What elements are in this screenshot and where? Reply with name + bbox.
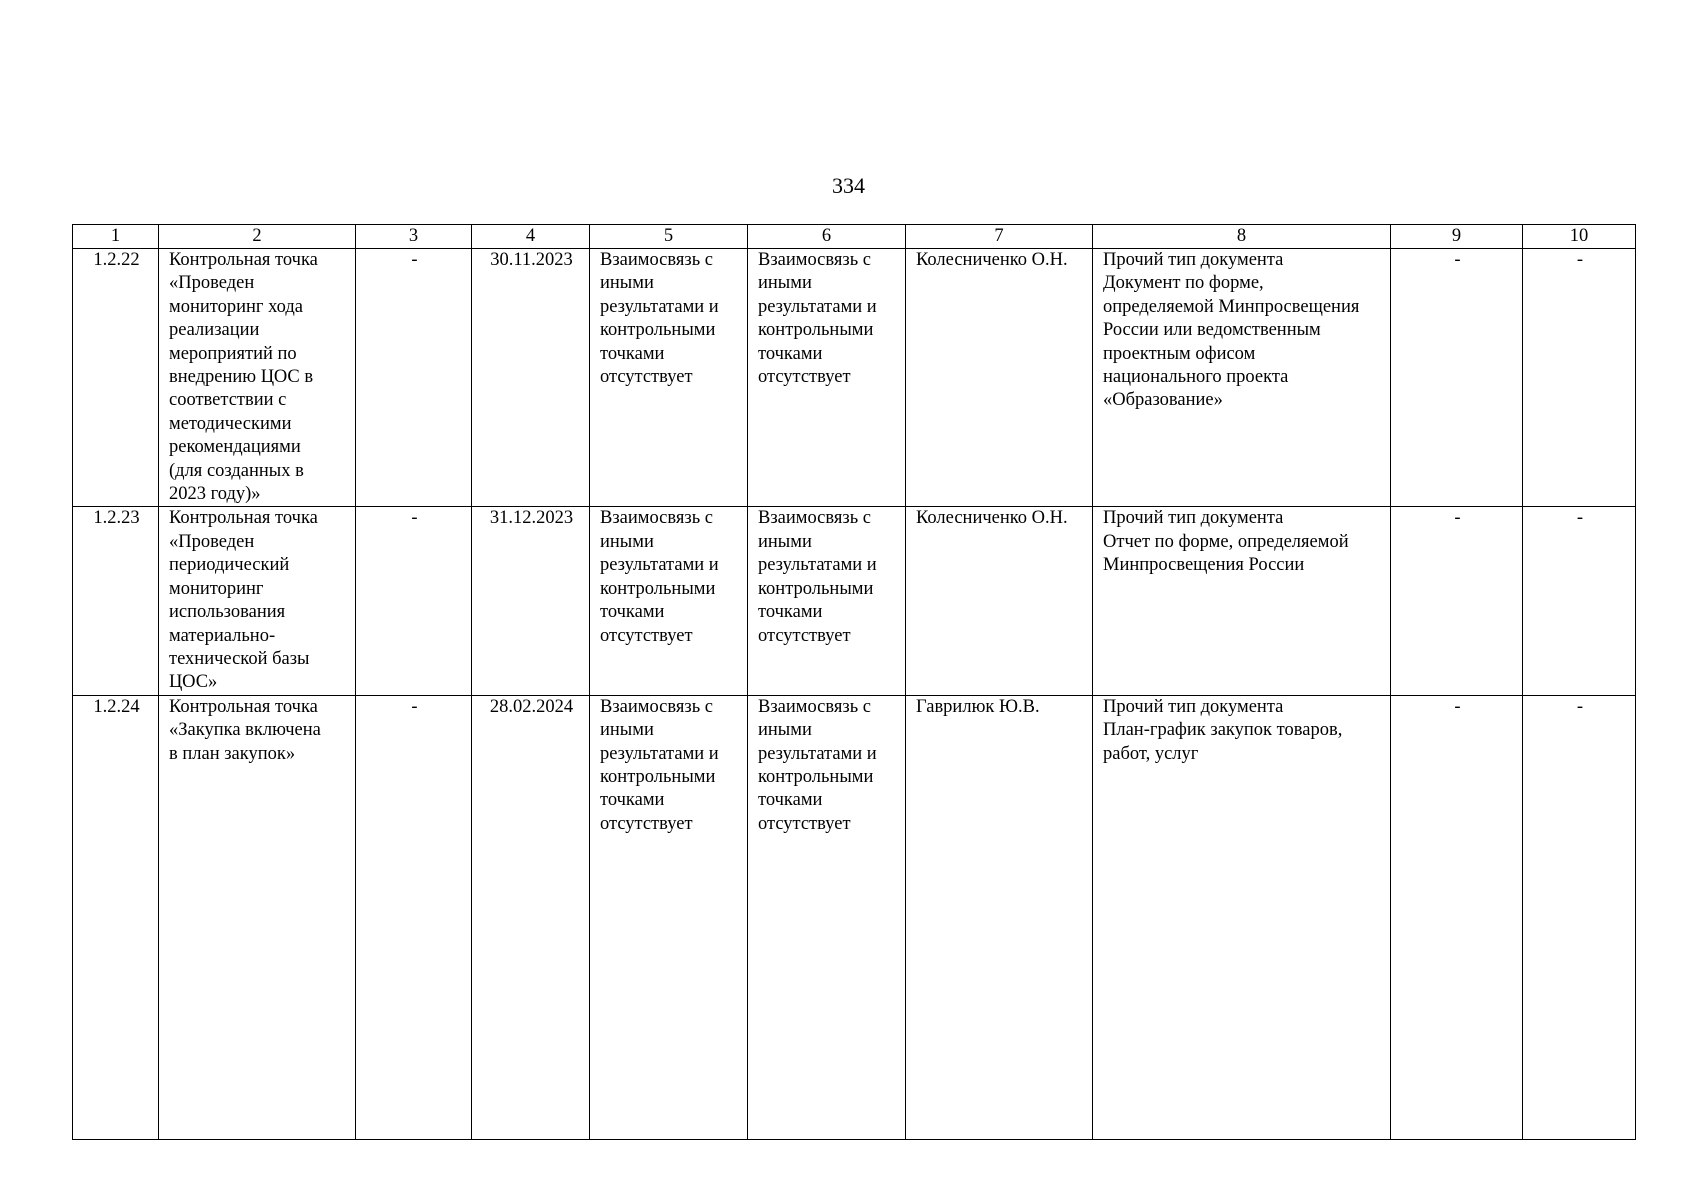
document-line: Отчет по форме, определяемой — [1103, 531, 1349, 552]
relation-line: иными — [600, 531, 654, 552]
document-line: Прочий тип документа — [1103, 508, 1284, 529]
name-cell — [159, 695, 356, 1139]
relation-line: точками — [600, 343, 665, 364]
relation-line: Взаимосвязь с — [600, 696, 713, 717]
relation-line: результатами и — [600, 743, 719, 764]
name-line: мониторинг хода — [169, 296, 303, 317]
name-line: Контрольная точка — [169, 250, 318, 270]
document-line: России или ведомственным — [1103, 320, 1321, 341]
relation-line: контрольными — [758, 766, 874, 787]
name-line: Контрольная точка — [169, 508, 318, 529]
name-line: использования — [169, 602, 286, 623]
header-cell: 10 — [1523, 225, 1636, 249]
relation-line: результатами и — [600, 555, 719, 576]
name-line: (для созданных в — [169, 460, 304, 481]
name-line: мероприятий по — [169, 343, 297, 364]
name-line: внедрению ЦОС в — [169, 367, 314, 388]
date-cell: 28.02.2024 — [472, 695, 590, 1139]
row-number-cell: 1.2.22 — [73, 249, 159, 507]
relation-line: иными — [758, 720, 812, 741]
relation-line: отсутствует — [758, 625, 851, 646]
relation-cell — [590, 507, 748, 695]
col10-cell: - — [1523, 695, 1636, 1139]
document-line: План-график закупок товаров, — [1103, 720, 1343, 741]
document-line: «Образование» — [1103, 390, 1223, 411]
header-cell: 5 — [590, 225, 748, 249]
relation-line: результатами и — [758, 743, 877, 764]
table-header-row — [73, 225, 1636, 249]
table-row — [73, 507, 1636, 695]
relation-line: отсутствует — [758, 367, 851, 388]
relation-cell — [748, 507, 906, 695]
header-cell: 1 — [73, 225, 159, 249]
relation-line: точками — [758, 343, 823, 364]
relation-line: контрольными — [758, 320, 874, 341]
col10-cell: - — [1523, 507, 1636, 695]
name-cell — [159, 249, 356, 507]
header-cell: 4 — [472, 225, 590, 249]
name-cell — [159, 507, 356, 695]
row-number-cell: 1.2.23 — [73, 507, 159, 695]
col9-cell: - — [1391, 507, 1523, 695]
document-cell — [1093, 507, 1391, 695]
header-cell: 7 — [906, 225, 1093, 249]
table-row — [73, 249, 1636, 507]
relation-line: Взаимосвязь с — [600, 250, 713, 270]
document-cell — [1093, 695, 1391, 1139]
name-line: мониторинг — [169, 578, 264, 599]
header-cell: 3 — [356, 225, 472, 249]
header-cell: 6 — [748, 225, 906, 249]
name-line: «Проведен — [169, 273, 255, 294]
relation-line: контрольными — [600, 320, 716, 341]
responsible-cell: Колесниченко О.Н. — [906, 249, 1093, 507]
name-line: в план закупок» — [169, 743, 296, 764]
relation-line: отсутствует — [600, 625, 693, 646]
relation-line: иными — [758, 531, 812, 552]
relation-line: точками — [758, 790, 823, 811]
document-line: Прочий тип документа — [1103, 696, 1284, 717]
responsible-cell: Гаврилюк Ю.В. — [906, 695, 1093, 1139]
document-table — [72, 224, 1636, 1140]
name-line: ЦОС» — [169, 672, 218, 693]
document-line: национального проекта — [1103, 367, 1289, 388]
name-line: 2023 году)» — [169, 484, 261, 505]
relation-line: контрольными — [758, 578, 874, 599]
relation-line: Взаимосвязь с — [758, 508, 871, 529]
table-row — [73, 695, 1636, 1139]
col10-cell: - — [1523, 249, 1636, 507]
col9-cell: - — [1391, 695, 1523, 1139]
document-cell — [1093, 249, 1391, 507]
name-line: материально- — [169, 625, 276, 646]
name-line: методическими — [169, 413, 292, 434]
name-line: соответствии с — [169, 390, 287, 411]
header-cell: 2 — [159, 225, 356, 249]
col3-cell: - — [356, 695, 472, 1139]
header-cell: 9 — [1391, 225, 1523, 249]
relation-line: контрольными — [600, 766, 716, 787]
relation-line: Взаимосвязь с — [600, 508, 713, 529]
relation-line: точками — [758, 602, 823, 623]
relation-line: результатами и — [600, 296, 719, 317]
name-line: Контрольная точка — [169, 696, 318, 717]
relation-cell — [590, 249, 748, 507]
relation-line: иными — [600, 273, 654, 294]
relation-line: отсутствует — [600, 813, 693, 834]
col9-cell: - — [1391, 249, 1523, 507]
name-line: реализации — [169, 320, 260, 341]
relation-line: точками — [600, 602, 665, 623]
relation-line: отсутствует — [600, 367, 693, 388]
name-line: рекомендациями — [169, 437, 301, 458]
name-line: периодический — [169, 555, 290, 576]
relation-line: результатами и — [758, 296, 877, 317]
name-line: технической базы — [169, 648, 310, 669]
document-line: определяемой Минпросвещения — [1103, 296, 1360, 317]
responsible-cell: Колесниченко О.Н. — [906, 507, 1093, 695]
row-number-cell: 1.2.24 — [73, 695, 159, 1139]
date-cell: 31.12.2023 — [472, 507, 590, 695]
name-line: «Закупка включена — [169, 720, 321, 741]
col3-cell: - — [356, 249, 472, 507]
document-line: проектным офисом — [1103, 343, 1256, 364]
relation-line: иными — [758, 273, 812, 294]
relation-line: контрольными — [600, 578, 716, 599]
relation-line: отсутствует — [758, 813, 851, 834]
relation-cell — [590, 695, 748, 1139]
document-line: Документ по форме, — [1103, 273, 1264, 294]
name-line: «Проведен — [169, 531, 255, 552]
relation-line: результатами и — [758, 555, 877, 576]
document-line: Минпросвещения России — [1103, 555, 1305, 576]
document-line: Прочий тип документа — [1103, 250, 1284, 270]
relation-line: Взаимосвязь с — [758, 696, 871, 717]
page-number: 334 — [832, 173, 865, 198]
date-cell: 30.11.2023 — [472, 249, 590, 507]
relation-line: точками — [600, 790, 665, 811]
document-line: работ, услуг — [1103, 743, 1199, 764]
col3-cell: - — [356, 507, 472, 695]
relation-cell — [748, 249, 906, 507]
relation-line: Взаимосвязь с — [758, 250, 871, 270]
relation-cell — [748, 695, 906, 1139]
header-cell: 8 — [1093, 225, 1391, 249]
relation-line: иными — [600, 720, 654, 741]
